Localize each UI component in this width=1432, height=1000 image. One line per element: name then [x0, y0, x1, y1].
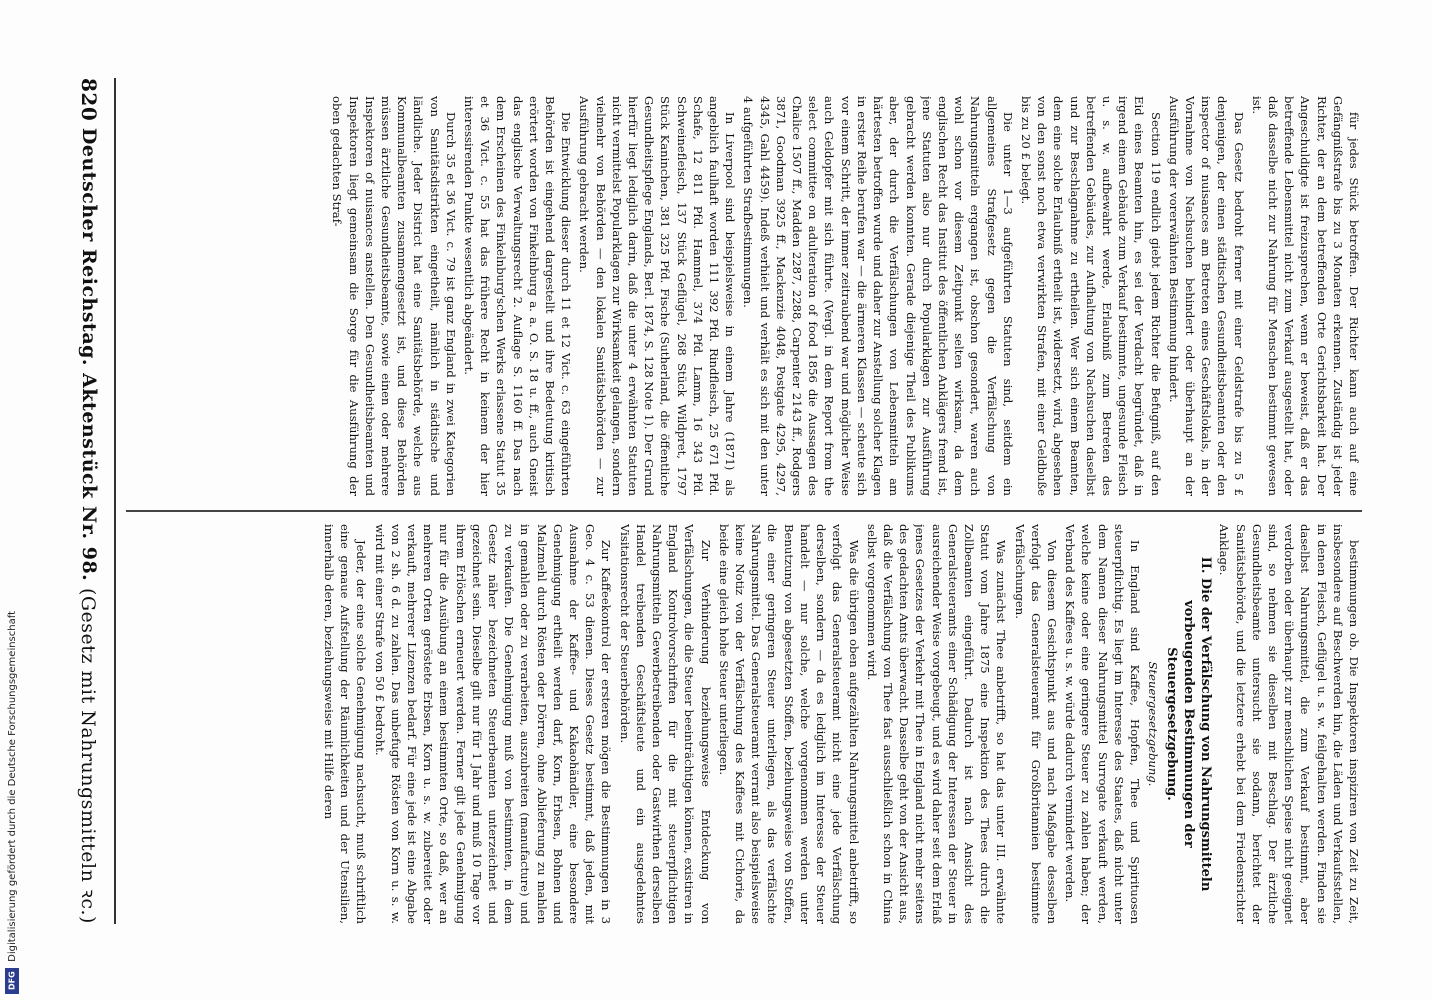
- paragraph: In England sind Kaffee, Hopfen, Thee und Spirituosen steuerpflichtig. Es liegt im Interesse des Staates, daß nicht unter dem Namen dieser Nahrungsmittel Surrogate verkauft werden, welche keine oder eine geringere Steuer zu zahlen haben; der Verband des Kaffees u. s. w. würde dadurch vermindert werden.: [1063, 524, 1142, 924]
- paragraph: Zur Kaffeekontrol der ersteren mögen die Bestimmungen in 3 Geo. 4 c. 53 dienen. Dieses Gesetz bestimmt, daß jeden, mit Ausnahme der Kaffee- und Kakaohändler, eine besondere Genehmigung ertheilt werden darf, Korn, Erbsen, Bohnen und Malzmehl durch Rösten oder Dörren, ohne Ablieferung zu mahlen in gemahlen oder zu verarbeiten, auszubreiten (manufacture) und zu verkaufen. Die Genehmigung muß von bestimmten, in dem Gesetz näher bezeichneten Steuerbeamten unterzeichnet und gezeichnet sein. Dieselbe gilt nur für 1 Jahr und muß 10 Tage vor ihrem Erlöschen erneuert werden. Ferner gilt jede Genehmigung nur für die Ausübung an einem bestimmten Orte, so daß, wer an mehreren Orten geröstete Erbsen, Korn u. s. w. zubereitet oder verkauft, mehrerer Lizenzen bedarf. Für eine jede ist eine Abgabe von 2 sh. 6 d. zu zahlen. Das unbefugte Rösten von Korn u. s. w. wird mit einer Strafe von 50 £ bedroht.: [372, 524, 614, 924]
- left-column: [126, 96, 1362, 496]
- page-subtitle: (Gesetz mit Nahrungsmitteln ꝛc.): [77, 587, 99, 924]
- column-divider: [126, 510, 1362, 512]
- paragraph: Von diesem Gesichtspunkt aus und nach Maßgabe desselben verfolgt das Generalsteueramt für Großbritannien bestimmte Verfälschungen.: [1012, 524, 1059, 924]
- paragraph: für jedes Stück betroffen. Der Richter kann auch auf eine Gefängnißstrafe bis zu 3 Monaten erkennen. Zuständig ist jeder Richter, der an dem betreffenden Orte Gerichtsbarkeit hat. Der Angeschuldigte ist freizusprechen, wenn er beweist, daß er das betreffende Lebensmittel nicht zum Verkauf ausgestellt hat, oder daß dasselbe nicht zur Nahrung für Menschen bestimmt gewesen ist.: [1249, 96, 1361, 496]
- paragraph: Die Entwicklung dieser durch 11 et 12 Vict. c. 63 eingeführten Behörden ist eingehend dargestellt und ihre Bedeutung kritisch erörtert worden von Finkelnburg a. a. O. S. 18 u. ff., auch Gneist das englische Verwaltungsrecht 2. Auflage S. 1160 ff. Das nach dem Erscheinen des Finkelnburg'schen Werks erlassene Statut 35 et 36 Vict. c. 55 hat das frühere Recht in keinem der hier interessirenden Punkte wesentlich abgeändert.: [462, 96, 574, 496]
- credit-text: Digitalisierung gefördert durch die Deutsche Forschungsgemeinschaft: [6, 611, 18, 962]
- subsection-heading: Steuergesetzgebung.: [1146, 661, 1161, 787]
- paragraph: Was die übrigen oben aufgezählten Nahrungsmittel anbetrifft, so verfolgt das Generalsteueramt nicht eine jede Verfälschung derselben, sondern — da es lediglich im Interesse der Steuer handelt — nur solche, welche vorgenommen werden unter Benutzung von abgesetzten Stoffen, beziehungsweise von Stoffen, die einer geringeren Steuer unterliegen, als das verfälschte Nahrungsmittel. Das Generalsteueramt verrant also beispielsweise keine Notiz von der Verfälschung des Kaffees mit Cichorie, da beide eine gleich hohe Steuer unterliegen.: [716, 524, 861, 924]
- paragraph: Jeder, der eine solche Genehmigung nachsucht, muß schriftlich eine genaue Aufstellung der Räumlichkeiten und der Utensilien, innerhalb deren, beziehungsweise mit Hilfe deren: [322, 524, 369, 924]
- paragraph: Was zunächst Thee anbetrifft, so hat das unter III. erwähnte Statut vom Jahre 1875 eine Inspektion des Thees durch die Zollbeamten eingeführt. Dadurch ist nach Ansicht des Generalsteueramts einer Schädigung der Interessen der Steuer in ausreichender Weise vorgebeugt, und es wird daher seit dem Erlaß jenes Gesetzes der Verkehr mit Thee in England nicht mehr seitens des gedachten Amts überwacht. Dasselbe geht von der Ansicht aus, daß die Verfälschung von Thee fast ausschließlich schon in China selbst vorgenommen wird.: [864, 524, 1009, 924]
- paragraph: Section 119 endlich giebt jedem Richter die Befugniß, auf den Eid eines Beamten hin, es sei der Verdacht begründet, daß in irgend einem Gebäude zum Verkauf bestimmte, ungesunde Fleisch u. s. w. aufbewahrt werde, Erlaubniß zum Betreten des betreffenden Gebäudes, zur Aufhaltung von Nachsuchen daselbst und zur Beschlagnahme zu ertheilen. Wer sich einem Beamten, dem eine solche Erlaubniß ertheilt ist, widersetzt, wird, abgesehen von den sonst noch etwa verwirkten Strafen, mit einer Geldbuße bis zu 20 £ belegt.: [1018, 96, 1163, 496]
- section-heading: II. Die der Verfälschung von Nahrungsmitteln vorbeugenden Bestimmungen der Steuergesetzgebung.: [1164, 556, 1214, 892]
- paragraph: Zur Verhinderung beziehungsweise Entdeckung von Verfälschungen, die die Steuer beeinträchtigen können, existiren in England Kontrolvorschriften für die mit steuerpflichtigen Nahrungsmitteln Gewerbetreibenden oder Gastwirthen derselben Handel treibenden Geschäftsleute und ein ausgedehntes Visitationsrecht der Steuerbehörden.: [617, 524, 713, 924]
- digitization-credit: [0, 0, 24, 1000]
- page-number: 820: [77, 78, 101, 122]
- header-rule: [114, 78, 116, 924]
- paragraph: In Liverpool sind beispielsweise in einem Jahre (1871) als angeblich faulhaft worden 111 392 Pfd. Rindfleisch, 25 671 Pfd. Schafe, 12 811 Pfd. Hammel, 374 Pfd. Lamm, 16 343 Pfd. Schweinefleisch, 137 Stück Geflügel, 268 Stück Wildpret, 1797 Stück Kaninchen, 381 325 Pfd. Fische (Sutherland, die öffentliche Gesundheitspflege Englands, Berl. 1874, S. 128 Note 1). Der Grund hierfür liegt lediglich darin, daß die unter 4 erwähnten Statuten nicht vermittelst Popularklagen zur Wirksamkeit gelangen, sondern vielmehr von Behörden — den lokalen Sanitätsbehörden — zur Ausführung gebracht werden.: [577, 96, 738, 496]
- dfg-logo: DFG: [5, 968, 19, 994]
- paragraph: Durch 35 et 36 Vict. c. 79 ist ganz England in zwei Kategorien von Sanitätsdistrikten eingetheilt, nämlich in städtische und ländliche. Jeder District hat eine Sanitätsbehörde, welche aus Kommunalbeamten zusammengesetzt ist, und diese Behörden müssen ärztliche Gesundheitsbeamte, sowie einen oder mehrere Inspektoren of nuisances anstellen. Den Gesundheitsbeamten und Inspektoren liegt gemeinsam die Sorge für die Ausführung der oben gedachten Straf-: [330, 96, 458, 496]
- paragraph: Die unter 1—3 aufgeführten Statuten sind, seitdem ein allgemeines Strafgesetz gegen die Verfälschung von Nahrungsmitteln ergangen ist, obschon gesondert, waren auch wohl schon vor diesem Zeitpunkt selten wirksam, da dem englischen Recht das Institut des öffentlichen Anklägers fremd ist, jene Statuten also nur durch Popularklagen zur Ausführung gebracht werden konnten. Gerade diejenige Theil des Publikums aber, der durch die Verfälschungen von Lebensmitteln am härtesten betroffen wurde und daher zur Anstellung solcher Klagen in erster Reihe berufen war — die ärmeren Klassen — scheute sich vor einem Schritt, der immer zeitraubend war und möglicher Weise auch Geldopfer mit sich führte. (Vergl. in dem Report from the select committee on adulteration of food 1856 die Aussagen des Chalice 1507 ff., Madden 2287, 2288, Carpenter 2143 ff., Rodgers 3871, Goodman 3925 ff., Mackenzie 4048, Postgate 4295, 4297, 4345, Gahl 4459). Indeß verhielt und verhält es sich mit den unter 4 aufgeführten Strafbestimmungen.: [741, 96, 1015, 496]
- page-title: Deutscher Reichstag. Aktenstück Nr. 98.: [78, 127, 100, 582]
- page-header: [74, 78, 104, 924]
- paragraph: bestimmungen ob. Die Inspektoren inspiziren von Zeit zu Zeit, insbesondere auf Beschwerden hin, die Läden und Verkaufsstellen, in denen Fleisch, Geflügel u. s. w. feilgehalten werden. Finden sie daselbst Nahrungsmittel, die zum Verkauf bestimmt, aber verdorben oder überhaupt zur menschlichen Speise nicht geeignet sind, so nehmen sie dieselben mit Beschlag. Der ärztliche Gesundheitsbeamte untersucht sie sodann, berichtet der Sanitätsbehörde, und die letztere erhebt bei dem Friedensrichter Anklage.: [1217, 524, 1361, 924]
- right-column: [126, 524, 1362, 924]
- paragraph: Das Gesetz bedroht ferner mit einer Geldstrafe bis zu 5 £ denjenigen, der einen städtischen Gesundheitsbeamten oder den inspector of nuisances am Betreten eines Geschäftslokals, in der Vornahme von Nachsuchen behindert oder überhaupt an der Ausführung der vorerwähnten Bestimmung hindert.: [1166, 96, 1246, 496]
